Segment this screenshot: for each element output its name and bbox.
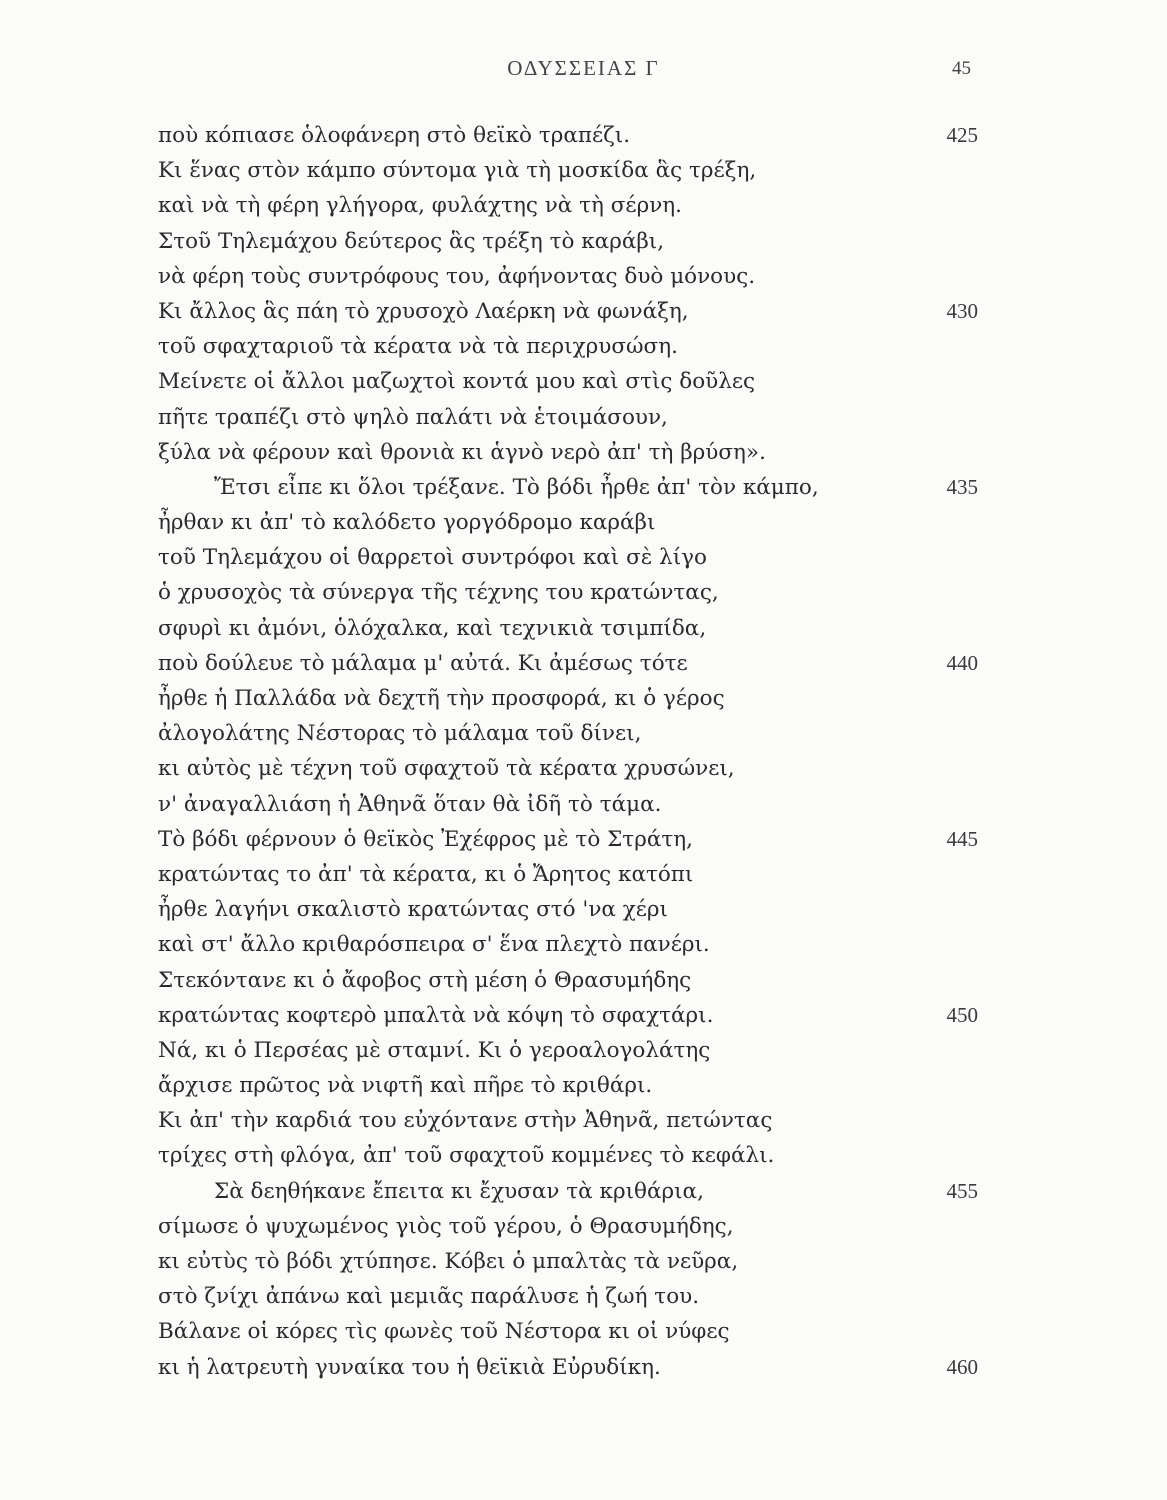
verse-text: Κι ἀπ' τὴν καρδιά του εὐχόντανε στὴν Ἀθηνᾶ, πετώντας xyxy=(158,1108,773,1134)
verse-line xyxy=(158,329,1018,364)
verse-text: κι αὐτὸς μὲ τέχνη τοῦ σφαχτοῦ τὰ κέρατα χρυσώνει, xyxy=(158,756,735,782)
verse-text: ἦρθαν κι ἀπ' τὸ καλόδετο γοργόδρομο καράβι xyxy=(158,510,656,536)
verse-text: ὁ χρυσοχὸς τὰ σύνεργα τῆς τέχνης του κρατώντας, xyxy=(158,580,719,606)
verse-line xyxy=(158,611,1018,646)
verse-text: Κι ἄλλος ἃς πάη τὸ χρυσοχὸ Λαέρκη νὰ φωνάξη, xyxy=(158,298,689,324)
verse-text: νὰ φέρη τοὺς συντρόφους του, ἀφήνοντας δυὸ μόνους. xyxy=(158,263,756,289)
line-number: 440 xyxy=(946,650,978,675)
line-number: 445 xyxy=(946,826,978,851)
verse-line xyxy=(158,470,1018,505)
line-number: 455 xyxy=(946,1178,978,1203)
verse-text: ξύλα νὰ φέρουν καὶ θρονιὰ κι ἁγνὸ νερὸ ἀπ' τὴ βρύση». xyxy=(158,439,766,465)
verse-text: ἄρχισε πρῶτος νὰ νιφτῆ καὶ πῆρε τὸ κριθάρι. xyxy=(158,1073,653,1099)
verse-line xyxy=(158,259,1018,294)
verse-text: ν' ἀναγαλλιάση ἡ Ἀθηνᾶ ὅταν θὰ ἰδῆ τὸ τάμα. xyxy=(158,791,662,817)
verse-line xyxy=(158,400,1018,435)
verse-text: Κι ἕνας στὸν κάμπο σύντομα γιὰ τὴ μοσκίδα ἃς τρέξη, xyxy=(158,158,757,184)
verse-line xyxy=(158,435,1018,470)
verse-block xyxy=(158,118,1018,1385)
verse-line xyxy=(158,188,1018,223)
verse-text: Ἔτσι εἶπε κι ὅλοι τρέξανε. Τὸ βόδι ἦρθε ἀπ' τὸν κάμπο, xyxy=(214,474,819,500)
verse-line xyxy=(158,1174,1018,1209)
verse-line xyxy=(158,153,1018,188)
verse-text: ἀλογολάτης Νέστορας τὸ μάλαμα τοῦ δίνει, xyxy=(158,721,642,747)
verse-line xyxy=(158,892,1018,927)
line-number: 430 xyxy=(946,298,978,323)
verse-line xyxy=(158,294,1018,329)
verse-line xyxy=(158,787,1018,822)
line-number: 450 xyxy=(946,1002,978,1027)
verse-line xyxy=(158,963,1018,998)
running-title: ΟΔΥΣΣΕΙΑΣ Γ xyxy=(507,56,660,80)
verse-text: Σὰ δεηθήκανε ἔπειτα κι ἔχυσαν τὰ κριθάρια, xyxy=(214,1178,704,1204)
verse-text: καὶ νὰ τὴ φέρη γλήγορα, φυλάχτης νὰ τὴ σέρνη. xyxy=(158,193,682,219)
verse-text: Νά, κι ὁ Περσέας μὲ σταμνί. Κι ὁ γεροαλογολάτης xyxy=(158,1037,711,1063)
verse-text: πῆτε τραπέζι στὸ ψηλὸ παλάτι νὰ ἑτοιμάσουν, xyxy=(158,404,668,430)
verse-text: Τὸ βόδι φέρνουν ὁ θεϊκὸς Ἐχέφρος μὲ τὸ Στράτη, xyxy=(158,826,693,852)
verse-text: τοῦ Τηλεμάχου οἱ θαρρετοὶ συντρόφοι καὶ σὲ λίγο xyxy=(158,545,707,571)
verse-line xyxy=(158,927,1018,962)
verse-text: ἦρθε λαγήνι σκαλιστὸ κρατώντας στό 'να χέρι xyxy=(158,897,668,923)
verse-line xyxy=(158,1244,1018,1279)
verse-text: Μείνετε οἱ ἄλλοι μαζωχτοὶ κοντά μου καὶ στὶς δοῦλες xyxy=(158,369,756,395)
line-number: 425 xyxy=(946,123,978,147)
verse-line xyxy=(158,224,1018,259)
verse-line xyxy=(158,681,1018,716)
verse-line xyxy=(158,540,1018,575)
verse-text: Βάλανε οἱ κόρες τὶς φωνὲς τοῦ Νέστορα κι οἱ νύφες xyxy=(158,1319,730,1345)
line-number: 460 xyxy=(946,1354,978,1379)
verse-line xyxy=(158,505,1018,540)
verse-text: Στοῦ Τηλεμάχου δεύτερος ἃς τρέξη τὸ καράβι, xyxy=(158,228,665,254)
verse-text: σφυρὶ κι ἀμόνι, ὁλόχαλκα, καὶ τεχνικιὰ τσιμπίδα, xyxy=(158,615,707,641)
verse-line xyxy=(158,1279,1018,1314)
verse-line xyxy=(158,998,1018,1033)
verse-line xyxy=(158,1033,1018,1068)
verse-line xyxy=(158,716,1018,751)
verse-line xyxy=(158,1314,1018,1349)
verse-line xyxy=(158,575,1018,610)
verse-text: κι ἡ λατρευτὴ γυναίκα του ἡ θεϊκιὰ Εὐρυδίκη. xyxy=(158,1354,661,1380)
verse-line xyxy=(158,1350,1018,1385)
verse-text: κι εὐτὺς τὸ βόδι χτύπησε. Κόβει ὁ μπαλτὰς τὰ νεῦρα, xyxy=(158,1249,739,1274)
verse-text: ποὺ κόπιασε ὁλοφάνερη στὸ θεϊκὸ τραπέζι. xyxy=(158,123,631,148)
verse-text: τοῦ σφαχταριοῦ τὰ κέρατα νὰ τὰ περιχρυσώση. xyxy=(158,334,678,360)
verse-line xyxy=(158,1103,1018,1138)
verse-text: κρατώντας κοφτερὸ μπαλτὰ νὰ κόψη τὸ σφαχτάρι. xyxy=(158,1002,714,1028)
verse-text: ποὺ δούλευε τὸ μάλαμα μ' αὐτά. Κι ἀμέσως τότε xyxy=(158,650,688,676)
verse-text: Στεκόντανε κι ὁ ἄφοβος στὴ μέση ὁ Θρασυμήδης xyxy=(158,967,692,993)
verse-line xyxy=(158,646,1018,681)
verse-text: κρατώντας το ἀπ' τὰ κέρατα, κι ὁ Ἄρητος κατόπι xyxy=(158,861,694,887)
verse-text: τρίχες στὴ φλόγα, ἀπ' τοῦ σφαχτοῦ κομμένες τὸ κεφάλι. xyxy=(158,1143,775,1169)
running-head xyxy=(0,56,1167,86)
verse-line xyxy=(158,751,1018,786)
verse-line xyxy=(158,822,1018,857)
verse-text: καὶ στ' ἄλλο κριθαρόσπειρα σ' ἕνα πλεχτὸ πανέρι. xyxy=(158,932,710,958)
page-number: 45 xyxy=(952,58,971,79)
verse-line xyxy=(158,1209,1018,1244)
verse-line xyxy=(158,118,1018,153)
verse-line xyxy=(158,1068,1018,1103)
verse-line xyxy=(158,364,1018,399)
verse-text: σίμωσε ὁ ψυχωμένος γιὸς τοῦ γέρου, ὁ Θρασυμήδης, xyxy=(158,1213,734,1239)
verse-text: ἦρθε ἡ Παλλάδα νὰ δεχτῆ τὴν προσφορά, κι ὁ γέρος xyxy=(158,686,725,711)
verse-line xyxy=(158,1138,1018,1173)
verse-line xyxy=(158,857,1018,892)
verse-text: στὸ ζνίχι ἀπάνω καὶ μεμιᾶς παράλυσε ἡ ζωή του. xyxy=(158,1284,700,1310)
line-number: 435 xyxy=(946,474,978,499)
